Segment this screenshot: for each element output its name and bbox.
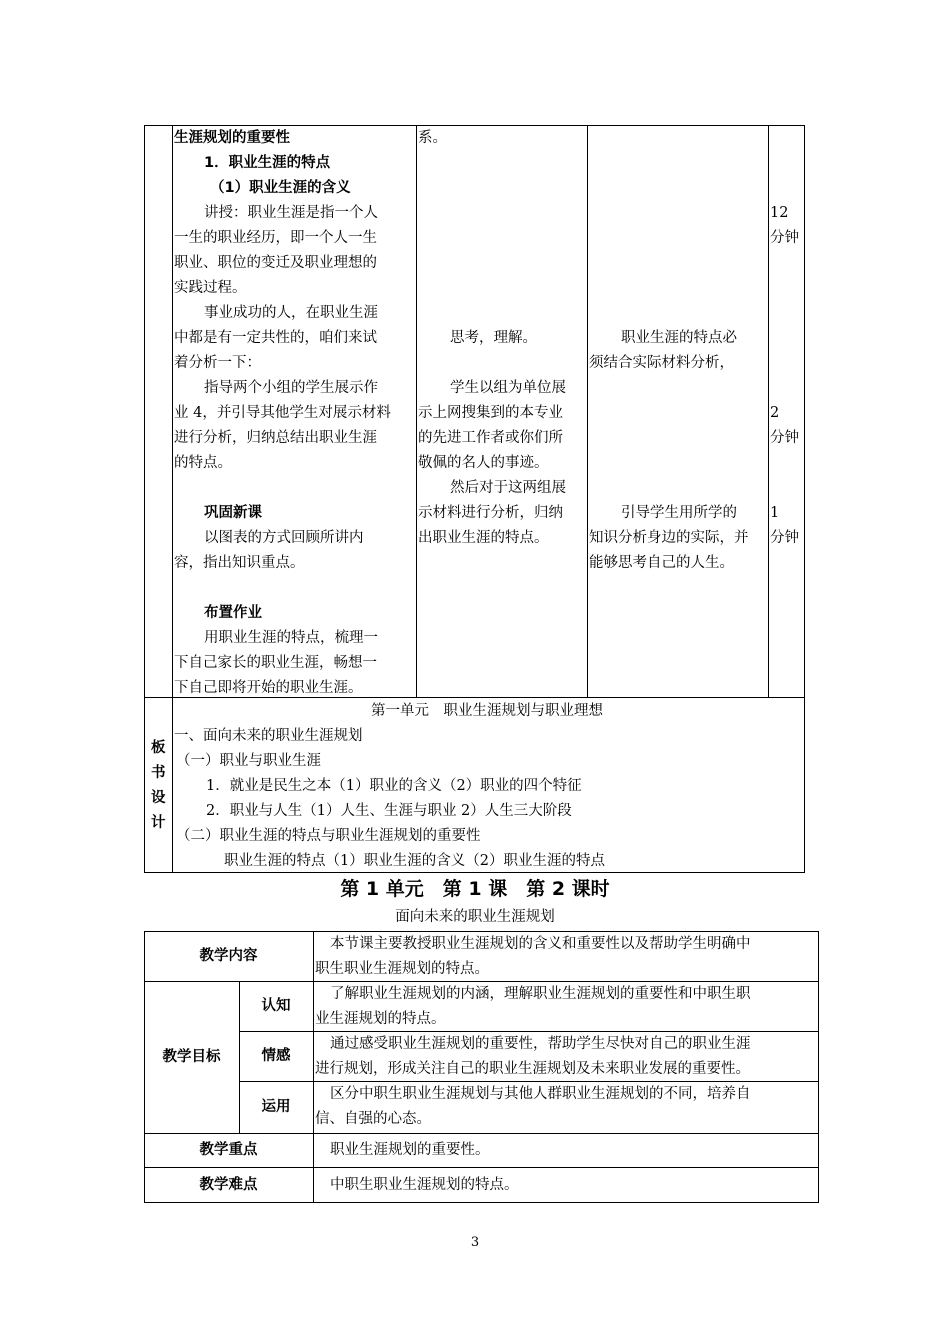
text-line: 讲授：职业生涯是指一个人 xyxy=(204,205,378,221)
text-line: 职业、职位的变迁及职业理想的 xyxy=(174,255,377,271)
board-line: 2．职业与人生（1）人生、生涯与职业 2）人生三大阶段 xyxy=(206,803,572,819)
teaching-goals-label: 教学目标 xyxy=(162,1049,221,1065)
key-point-label: 教学重点 xyxy=(199,1142,258,1158)
time-value: 2 xyxy=(770,405,780,421)
time-unit: 分钟 xyxy=(770,230,799,246)
text-line: 敬佩的名人的事迹。 xyxy=(418,455,549,471)
board-line: 职业生涯的特点（1）职业生涯的含义（2）职业生涯的特点 xyxy=(224,853,605,869)
text-line: 出职业生涯的特点。 xyxy=(418,530,549,546)
text-line: 能够思考自己的人生。 xyxy=(589,555,734,571)
time-value: 1 xyxy=(770,505,780,521)
text-line: 下自己家长的职业生涯，畅想一 xyxy=(174,655,377,671)
text-line: 示上网搜集到的本专业 xyxy=(418,405,563,421)
board-line: （一）职业与职业生涯 xyxy=(176,753,321,769)
text-line: 下自己即将开始的职业生涯。 xyxy=(174,680,363,696)
board-line: 1．就业是民生之本（1）职业的含义（2）职业的四个特征 xyxy=(206,778,582,794)
difficult-point-text: 中职生职业生涯规划的特点。 xyxy=(330,1177,519,1193)
text-line: 职业生涯的特点必 xyxy=(621,330,737,346)
application-label: 运用 xyxy=(261,1099,291,1115)
subheading: （1）职业生涯的含义 xyxy=(210,180,351,196)
time-unit: 分钟 xyxy=(770,530,799,546)
application-text: 信、自强的心态。 xyxy=(315,1111,431,1127)
text-line: 业 4，并引导其他学生对展示材料 xyxy=(174,405,391,421)
cognition-text: 了解职业生涯规划的内涵，理解职业生涯规划的重要性和中职生职 xyxy=(330,986,751,1002)
key-point-text: 职业生涯规划的重要性。 xyxy=(330,1142,490,1158)
text-line: 着分析一下： xyxy=(174,355,261,371)
time-value: 12 xyxy=(770,205,789,221)
label-char: 书 xyxy=(151,765,166,781)
text-line: 指导两个小组的学生展示作 xyxy=(204,380,378,396)
text-line: 一生的职业经历，即一个人一生 xyxy=(174,230,377,246)
board-line: （二）职业生涯的特点与职业生涯规划的重要性 xyxy=(176,828,481,844)
difficult-point-label: 教学难点 xyxy=(199,1177,258,1193)
teaching-content-text: 本节课主要教授职业生涯规划的含义和重要性以及帮助学生明确中 xyxy=(330,936,751,952)
text-line: 的先进工作者或你们所 xyxy=(418,430,563,446)
text-line: 以图表的方式回顾所讲内 xyxy=(204,530,364,546)
text-line: 实践过程。 xyxy=(174,280,247,296)
section-heading: 生涯规划的重要性 xyxy=(174,130,290,146)
emotion-label: 情感 xyxy=(261,1048,291,1064)
lesson-title: 第 1 单元 第 1 课 第 2 课时 xyxy=(340,878,610,900)
emotion-text: 通过感受职业生涯规划的重要性，帮助学生尽快对自己的职业生涯 xyxy=(330,1036,751,1052)
cognition-label: 认知 xyxy=(261,998,291,1014)
text-line: 思考，理解。 xyxy=(450,330,537,346)
subheading: 1．职业生涯的特点 xyxy=(204,155,331,171)
emotion-text: 进行规划，形成关注自己的职业生涯规划及未来职业发展的重要性。 xyxy=(315,1061,750,1077)
text-line: 中都是有一定共性的，咱们来试 xyxy=(174,330,377,346)
subheading: 布置作业 xyxy=(204,605,262,621)
text-line: 引导学生用所学的 xyxy=(621,505,737,521)
text-line: 进行分析，归纳总结出职业生涯 xyxy=(174,430,377,446)
text-line: 然后对于这两组展 xyxy=(450,480,566,496)
text-line: 用职业生涯的特点，梳理一 xyxy=(204,630,378,646)
board-title: 第一单元 职业生涯规划与职业理想 xyxy=(371,703,603,719)
teaching-content-text: 职生职业生涯规划的特点。 xyxy=(315,961,489,977)
application-text: 区分中职生职业生涯规划与其他人群职业生涯规划的不同，培养自 xyxy=(330,1086,751,1102)
label-char: 板 xyxy=(151,740,166,756)
board-line: 一、面向未来的职业生涯规划 xyxy=(174,728,363,744)
text-line: 示材料进行分析，归纳 xyxy=(418,505,563,521)
label-char: 计 xyxy=(151,815,166,831)
text-line: 学生以组为单位展 xyxy=(450,380,566,396)
teaching-content-label: 教学内容 xyxy=(199,948,258,964)
text-line: 须结合实际材料分析， xyxy=(589,355,734,371)
text-line: 事业成功的人，在职业生涯 xyxy=(204,305,378,321)
text-line: 容，指出知识重点。 xyxy=(174,555,305,571)
text-line: 知识分析身边的实际，并 xyxy=(589,530,749,546)
cognition-text: 业生涯规划的特点。 xyxy=(315,1011,446,1027)
time-unit: 分钟 xyxy=(770,430,799,446)
lesson-subtitle: 面向未来的职业生涯规划 xyxy=(395,909,555,925)
label-char: 设 xyxy=(151,790,166,806)
text-line: 的特点。 xyxy=(174,455,232,471)
subheading: 巩固新课 xyxy=(204,505,262,521)
page-number: 3 xyxy=(470,1235,480,1250)
text-line: 系。 xyxy=(418,130,447,146)
